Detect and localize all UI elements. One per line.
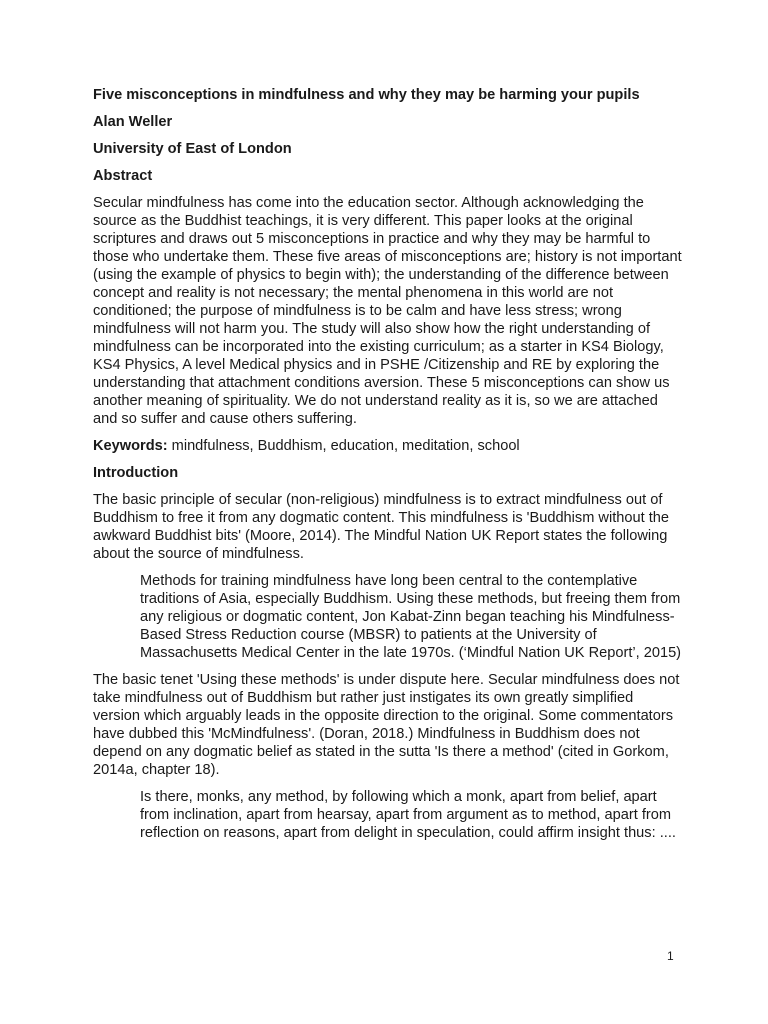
block-quote-1: Methods for training mindfulness have long been central to the contemplative traditions of Asia, especially Buddhism. Using these methods, but freeing them from any religious or dogmatic content, Jon Kabat-Zinn began teaching his Mindfulness-Based Stress Reduction course (MBSR) to patients at the University of Massachusetts Medical Center in the late 1970s. (‘Mindful Nation UK Report’, 2015) xyxy=(140,573,682,661)
keywords-line xyxy=(93,437,683,455)
keywords-text: mindfulness, Buddhism, education, meditation, school xyxy=(167,438,520,454)
page-number: 1 xyxy=(667,949,674,963)
abstract-heading: Abstract xyxy=(93,168,153,184)
intro-paragraph-1: The basic principle of secular (non-religious) mindfulness is to extract mindfulness out of Buddhism to free it from any dogmatic content. This mindfulness is 'Buddhism without the awkward Buddhist bits' (Moore, 2014). The Mindful Nation UK Report states the following about the source of mindfulness. xyxy=(93,492,670,562)
keywords-label: Keywords: xyxy=(93,438,168,454)
abstract-text: Secular mindfulness has come into the education sector. Although acknowledging the source as the Buddhist teachings, it is very different. This paper looks at the original scriptures and draws out 5 misconceptions in practice and why they may be harmful to those who undertake them. These five areas of misconceptions are; history is not important (using the example of physics to begin with); the understanding of the difference between concept and reality is not necessary; the mental phenomena in this world are not conditioned; the purpose of mindfulness is to be calm and have less stress; wrong mindfulness will not harm you. The study will also show how the right understanding of mindfulness can be incorporated into the existing curriculum; as a starter in KS4 Biology, KS4 Physics, A level Medical physics and in PSHE /Citizenship and RE by exploring the understanding that attachment conditions aversion. These 5 misconceptions can show us another meaning of spirituality. We do not understand reality as it is, so we are attached and so suffer and cause others suffering. xyxy=(93,195,682,427)
affiliation: University of East of London xyxy=(93,141,292,157)
introduction-heading: Introduction xyxy=(93,465,179,481)
block-quote-2: Is there, monks, any method, by following which a monk, apart from belief, apart from inclination, apart from hearsay, apart from argument as to method, apart from reflection on reasons, apart from delight in speculation, could affirm insight thus: .... xyxy=(140,789,676,841)
paper-title: Five misconceptions in mindfulness and why they may be harming your pupils xyxy=(93,87,640,103)
intro-paragraph-2: The basic tenet 'Using these methods' is under dispute here. Secular mindfulness does not take mindfulness out of Buddhism but rather just instigates its own greatly simplified version which arguably leads in the opposite direction to the original. Some commentators have dubbed this 'McMindfulness'. (Doran, 2018.) Mindfulness in Buddhism does not depend on any dogmatic belief as stated in the sutta 'Is there a method' (cited in Gorkom, 2014a, chapter 18). xyxy=(93,672,680,778)
author-name: Alan Weller xyxy=(93,114,173,130)
document-page xyxy=(93,86,683,851)
